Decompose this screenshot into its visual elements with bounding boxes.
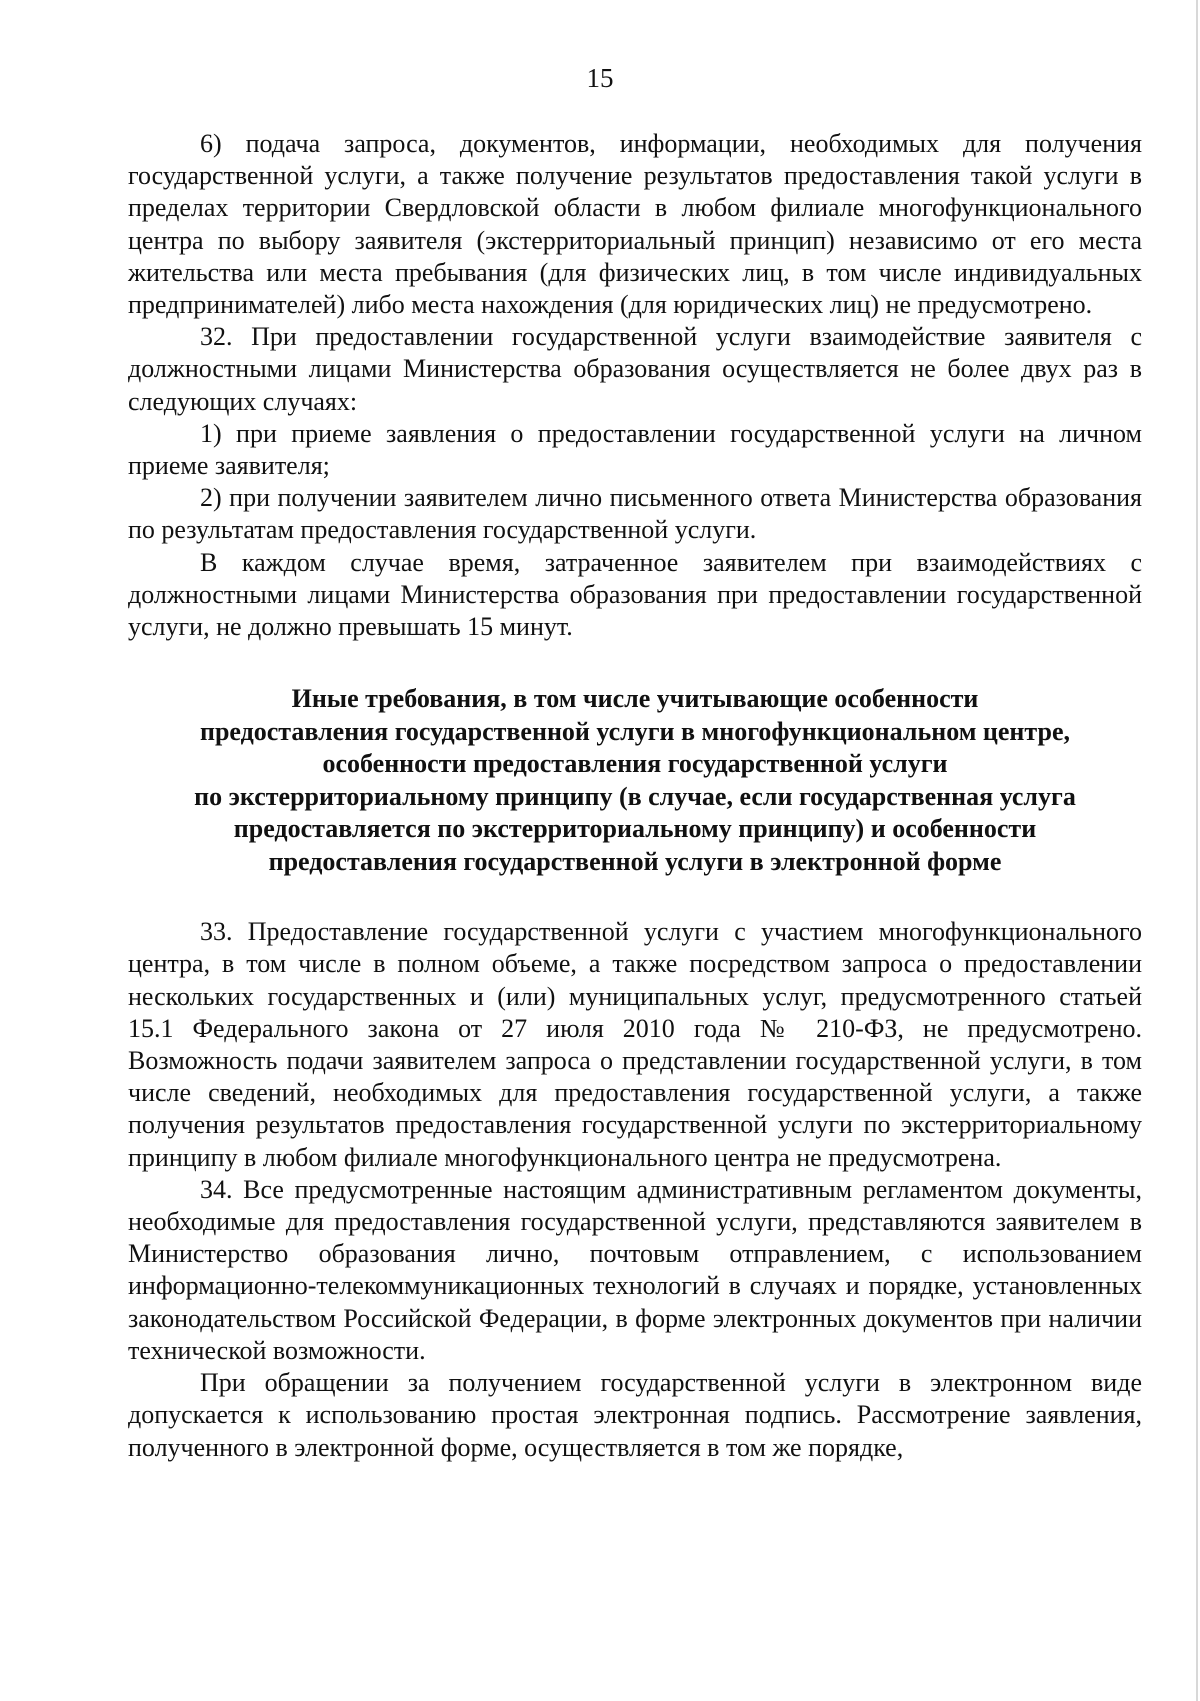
scan-edge-line	[1196, 0, 1198, 1701]
paragraph-item-6-extraterritorial: 6) подача запроса, документов, информации, необходимых для получения государственной услуги, а также получение результатов предоставления такой услуги в пределах территории Свердловской области в любом филиале многофункционального центра по выбору заявителя (экстерриториальный принцип) независимо от его места жительства или места пребывания (для физических лиц, в том числе индивидуальных предпринимателей) либо места нахождения (для юридических лиц) не предусмотрено.	[128, 129, 1142, 320]
paragraph-electronic-signature: При обращении за получением государственной услуги в электронном виде допускается к использованию простая электронная подпись. Рассмотрение заявления, полученного в электронной форме, осуществляется в том же порядке,	[128, 1368, 1142, 1462]
section-heading-line: предоставления государственной услуги в многофункциональном центре,	[199, 716, 1071, 746]
section-heading	[128, 683, 1142, 878]
document-body	[128, 128, 1142, 1464]
section-heading-line: Иные требования, в том числе учитывающие особенности	[291, 684, 979, 714]
paragraph-32-interaction: 32. При предоставлении государственной услуги взаимодействие заявителя с должностными лицами Министерства образования осуществляется не более двух раз в следующих случаях:	[128, 322, 1142, 416]
section-heading-line: предоставляется по экстерриториальному принципу) и особенности	[233, 814, 1037, 844]
section-heading-line: особенности предоставления государственной услуги	[322, 749, 948, 779]
page-number: 15	[586, 63, 614, 93]
paragraph-34-documents: 34. Все предусмотренные настоящим административным регламентом документы, необходимые для предоставления государственной услуги, представляются заявителем в Министерство образования лично, почтовым отправлением, с использованием информационно-телекоммуникационных технологий в случаях и порядке, установленных законодательством Российской Федерации, в форме электронных документов при наличии технической возможности.	[128, 1174, 1142, 1365]
paragraph-32-time-limit: В каждом случае время, затраченное заявителем при взаимодействиях с должностными лицами Министерства образования при предоставлении государственной услуги, не должно превышать 15 минут.	[128, 547, 1142, 642]
section-heading-line: по экстерриториальному принципу (в случае, если государственная услуга	[194, 781, 1076, 811]
paragraph-32-case-2: 2) при получении заявителем лично письменного ответа Министерства образования по результатам предоставления государственной услуги.	[128, 483, 1142, 545]
section-heading-line: предоставления государственной услуги в электронной форме	[268, 846, 1002, 876]
paragraph-32-case-1: 1) при приеме заявления о предоставлении государственной услуги на личном приеме заявителя;	[128, 418, 1142, 481]
paragraph-33-mfc: 33. Предоставление государственной услуги с участием многофункционального центра, в том числе в полном объеме, а также посредством запроса о предоставлении нескольких государственных и (или) муниципальных услуг, предусмотренного статьей 15.1 Федерального закона от 27 июля 2010 года № 210-ФЗ, не предусмотрено. Возможность подачи заявителем запроса о представлении государственной услуги, в том числе сведений, необходимых для предоставления государственной услуги, а также получения результатов предоставления государственной услуги по экстерриториальному принципу в любом филиале многофункционального центра не предусмотрена.	[128, 917, 1142, 1172]
